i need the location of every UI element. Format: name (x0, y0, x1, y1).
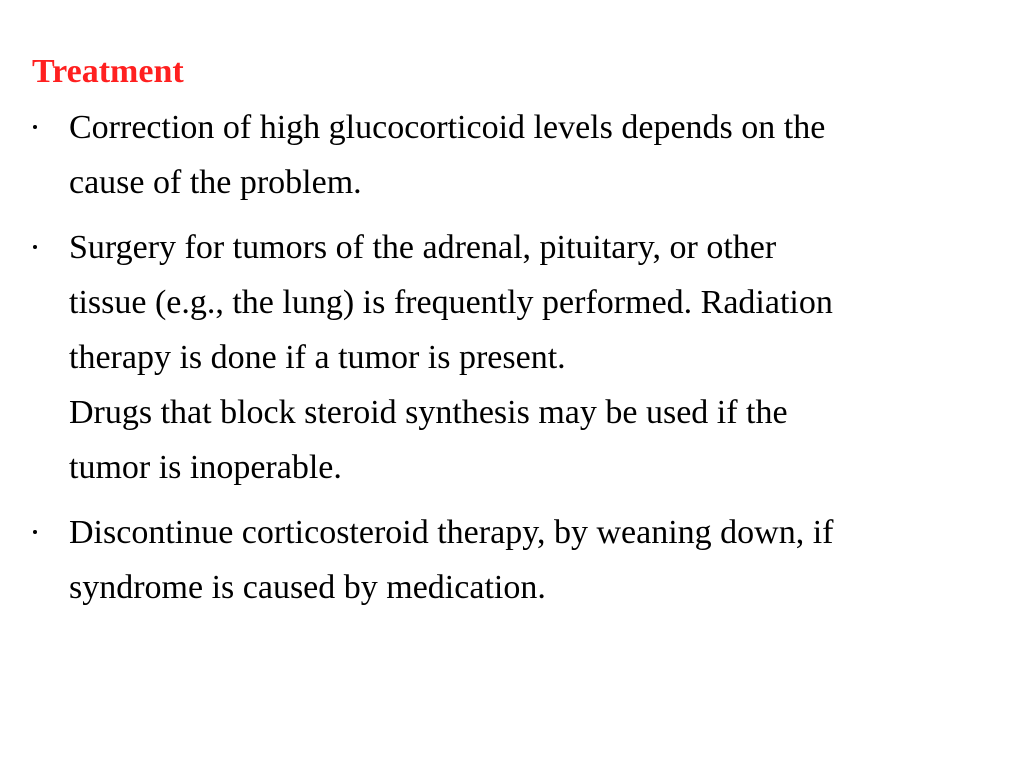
bullet-item-2 (0, 220, 1000, 495)
bullet-dot-icon (33, 530, 37, 534)
bullet-text-line: cause of the problem. (69, 164, 362, 201)
bullet-text-line: therapy is done if a tumor is present. (69, 339, 566, 376)
slide-title: Treatment (32, 53, 184, 90)
bullet-text-line: Discontinue corticosteroid therapy, by weaning down, if (69, 514, 834, 551)
bullet-text-line: tumor is inoperable. (69, 449, 342, 486)
bullet-text-line: syndrome is caused by medication. (69, 569, 546, 606)
bullet-item-3 (0, 505, 1000, 615)
bullet-dot-icon (33, 125, 37, 129)
bullet-dot-icon (33, 245, 37, 249)
bullet-text-line: tissue (e.g., the lung) is frequently performed. Radiation (69, 284, 833, 321)
bullet-list (0, 100, 1000, 625)
bullet-text-line: Correction of high glucocorticoid levels depends on the (69, 109, 826, 146)
bullet-text-line: Surgery for tumors of the adrenal, pituitary, or other (69, 229, 777, 266)
bullet-item-1 (0, 100, 1000, 210)
bullet-text-line: Drugs that block steroid synthesis may be used if the (69, 394, 788, 431)
